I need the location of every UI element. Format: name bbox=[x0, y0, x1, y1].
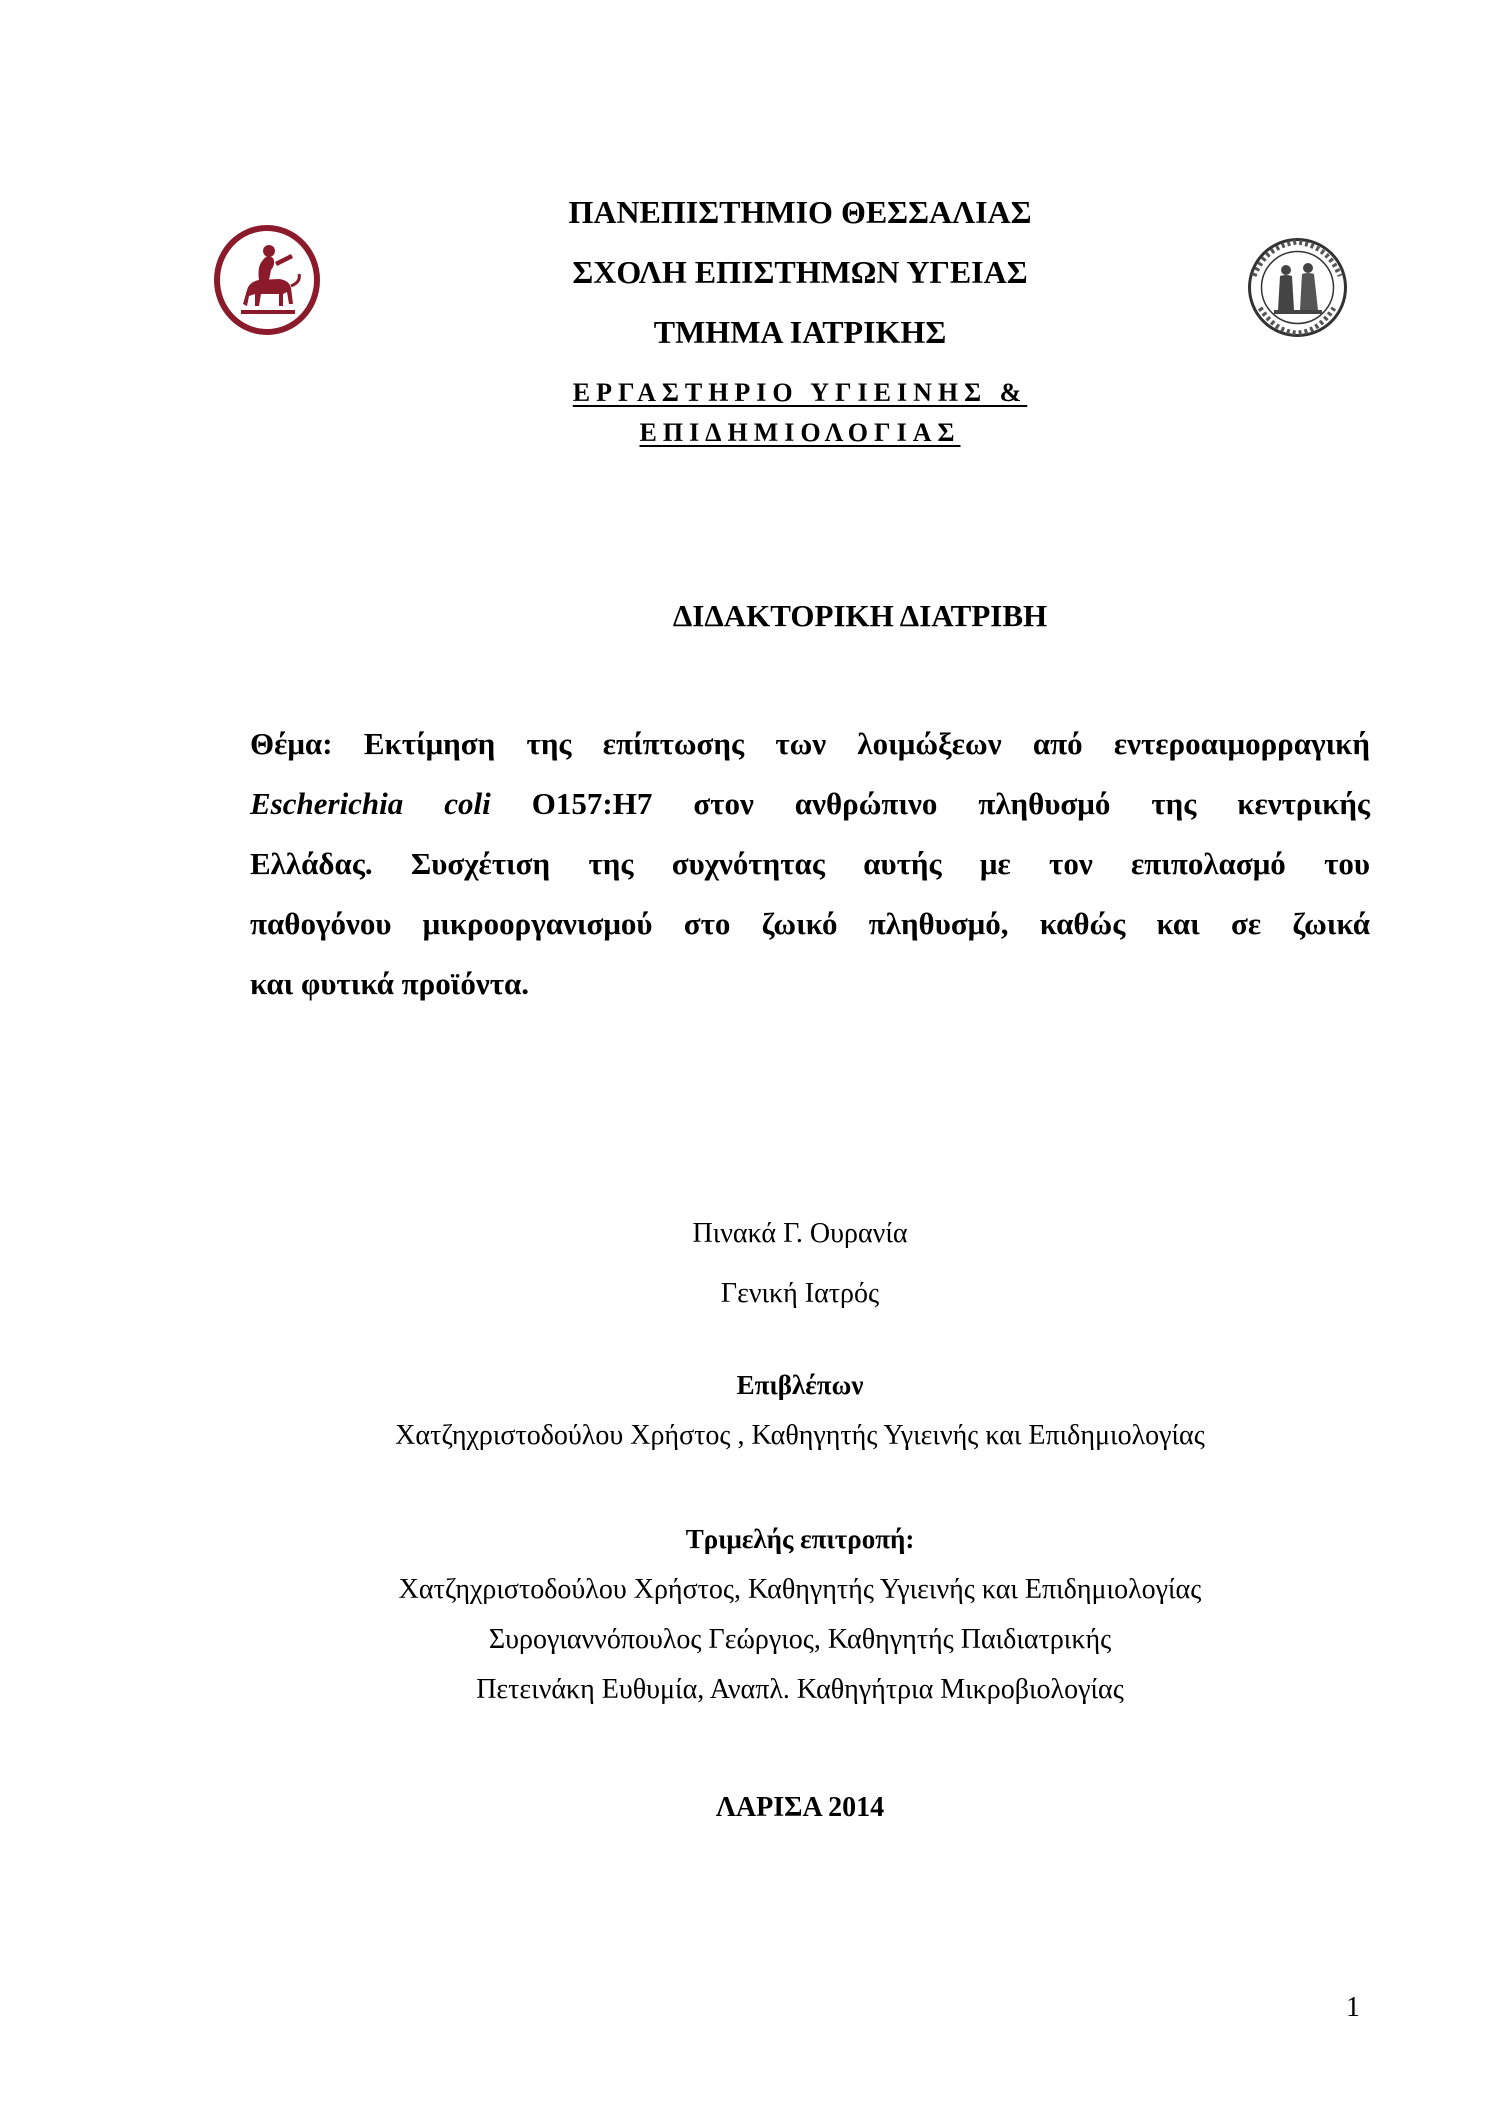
subject-line-text: O157:H7 στον ανθρώπινο πληθυσμό της κεντρικής bbox=[490, 786, 1371, 821]
author-title: Γενική Ιατρός bbox=[720, 1278, 880, 1309]
laboratory-name-line2: ΕΠΙΔΗΜΙΟΛΟΓΙΑΣ bbox=[639, 418, 961, 447]
laboratory-name-line1: ΕΡΓΑΣΤΗΡΙΟ ΥΓΙΕΙΝΗΣ & bbox=[572, 378, 1028, 407]
circular-seal-icon bbox=[1246, 236, 1349, 339]
department-name: ΤΜΗΜΑ ΙΑΤΡΙΚΗΣ bbox=[653, 314, 947, 350]
author-name: Πινακά Γ. Ουρανία bbox=[692, 1218, 908, 1249]
subject-line: παθογόνου μικροοργανισμού στο ζωικό πληθυσμό, καθώς και σε ζωικά bbox=[250, 906, 1370, 941]
committee-member: Χατζηχριστοδούλου Χρήστος, Καθηγητής Υγιεινής και Επιδημιολογίας bbox=[398, 1574, 1202, 1605]
subject-line: Θέμα: Εκτίμηση της επίπτωσης των λοιμώξεων από εντεροαιμορραγική bbox=[250, 726, 1370, 761]
university-of-thessaly-logo-icon bbox=[213, 224, 321, 336]
subject-line: Ελλάδας. Συσχέτιση της συχνότητας αυτής με τον επιπολασμό του bbox=[250, 846, 1370, 881]
subject-italic-species: Escherichia coli bbox=[250, 786, 491, 821]
place-and-year: ΛΑΡΙΣΑ 2014 bbox=[715, 1792, 885, 1823]
committee-member: Πετεινάκη Ευθυμία, Αναπλ. Καθηγήτρια Μικροβιολογίας bbox=[476, 1674, 1124, 1705]
supervisor-label: Επιβλέπων bbox=[736, 1370, 864, 1400]
committee-member: Συρογιαννόπουλος Γεώργιος, Καθηγητής Παιδιατρικής bbox=[488, 1624, 1112, 1655]
thesis-type-heading: ΔΙΔΑΚΤΟΡΙΚΗ ΔΙΑΤΡΙΒΗ bbox=[672, 598, 1048, 633]
university-name: ΠΑΝΕΠΙΣΤΗΜΙΟ ΘΕΣΣΑΛΙΑΣ bbox=[568, 194, 1032, 230]
committee-label: Τριμελής επιτροπή: bbox=[685, 1524, 915, 1554]
school-name: ΣΧΟΛΗ ΕΠΙΣΤΗΜΩΝ ΥΓΕΙΑΣ bbox=[572, 254, 1028, 290]
subject-line: και φυτικά προϊόντα. bbox=[250, 966, 530, 1001]
supervisor-name: Χατζηχριστοδούλου Χρήστος , Καθηγητής Υγιεινής και Επιδημιολογίας bbox=[395, 1420, 1205, 1451]
page-number: 1 bbox=[1346, 1992, 1360, 2023]
subject-line bbox=[250, 786, 1370, 826]
